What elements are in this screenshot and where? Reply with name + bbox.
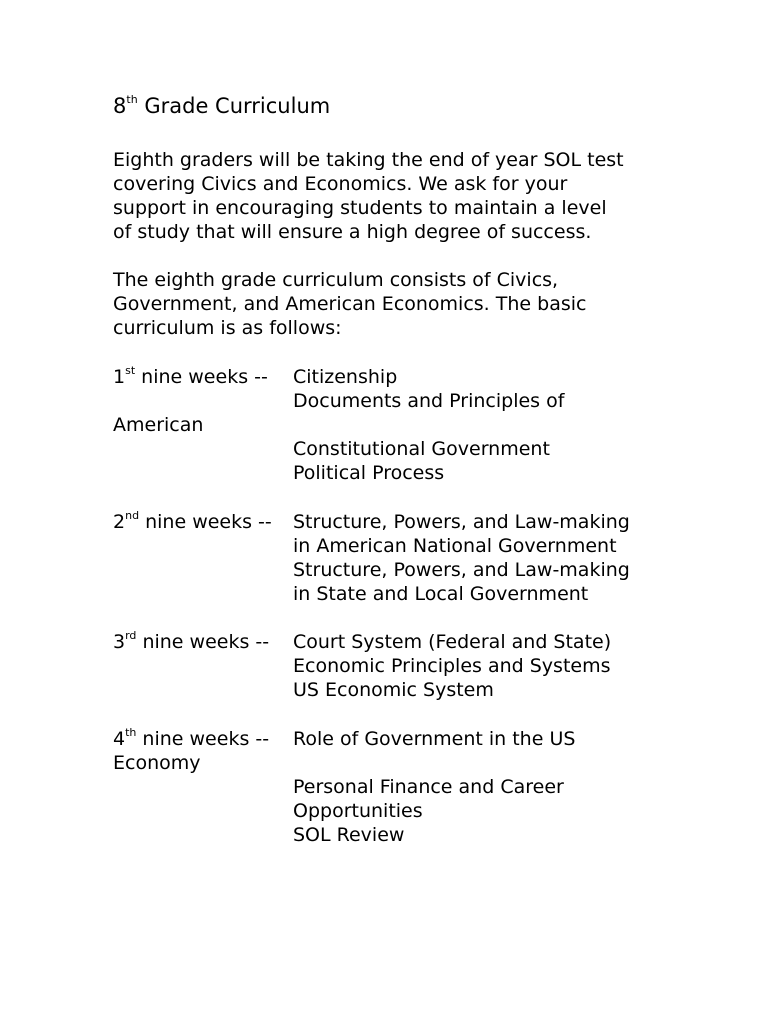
quarter-4-topic: Role of Government in the US: [293, 728, 576, 750]
quarter-4-label: [113, 727, 269, 751]
quarter-1-topic: Documents and Principles of: [293, 390, 565, 412]
quarter-3-topic: US Economic System: [293, 679, 494, 701]
ordinal-suffix: st: [125, 363, 136, 377]
curriculum-line: curriculum is as follows:: [113, 317, 342, 339]
quarter-4-wrap-text: Economy: [113, 752, 201, 774]
quarter-4-topic: Opportunities: [293, 800, 423, 822]
curriculum-line: The eighth grade curriculum consists of Civics,: [113, 269, 559, 291]
quarter-1-topic: Political Process: [293, 462, 445, 484]
ordinal-suffix: rd: [125, 628, 137, 642]
quarter-2-topic: Structure, Powers, and Law-making: [293, 559, 630, 581]
quarter-number: 4: [113, 728, 126, 750]
quarter-number: 3: [113, 631, 126, 653]
quarter-2-topic: in State and Local Government: [293, 583, 589, 605]
title-number: 8: [113, 94, 127, 118]
curriculum-line: Government, and American Economics. The basic: [113, 293, 587, 315]
quarter-1-wrap-text: American: [113, 414, 204, 436]
quarter-3-topic: Economic Principles and Systems: [293, 655, 611, 677]
title-ordinal-suffix: th: [126, 93, 138, 106]
quarter-label-text: nine weeks --: [136, 631, 270, 653]
ordinal-suffix: nd: [125, 508, 140, 522]
intro-line: of study that will ensure a high degree of success.: [113, 221, 592, 243]
quarter-1-topic: Constitutional Government: [293, 438, 550, 460]
quarter-2-topic: Structure, Powers, and Law-making: [293, 511, 630, 533]
title-text: Grade Curriculum: [137, 94, 331, 118]
quarter-number: 2: [113, 511, 126, 533]
quarter-label-text: nine weeks --: [136, 728, 270, 750]
quarter-1-label: [113, 365, 268, 389]
intro-line: support in encouraging students to maintain a level: [113, 197, 607, 219]
intro-line: covering Civics and Economics. We ask for your: [113, 173, 568, 195]
quarter-4-topic: Personal Finance and Career: [293, 776, 564, 798]
quarter-number: 1: [113, 366, 126, 388]
ordinal-suffix: th: [125, 725, 137, 739]
intro-line: Eighth graders will be taking the end of year SOL test: [113, 149, 624, 171]
quarter-label-text: nine weeks --: [139, 511, 272, 533]
quarter-2-topic: in American National Government: [293, 535, 617, 557]
quarter-2-label: [113, 510, 272, 534]
quarter-3-label: [113, 630, 269, 654]
page-title: [113, 93, 330, 119]
quarter-3-topic: Court System (Federal and State): [293, 631, 612, 653]
quarter-label-text: nine weeks --: [135, 366, 268, 388]
quarter-4-topic: SOL Review: [293, 824, 405, 846]
quarter-1-topic: Citizenship: [293, 366, 398, 388]
